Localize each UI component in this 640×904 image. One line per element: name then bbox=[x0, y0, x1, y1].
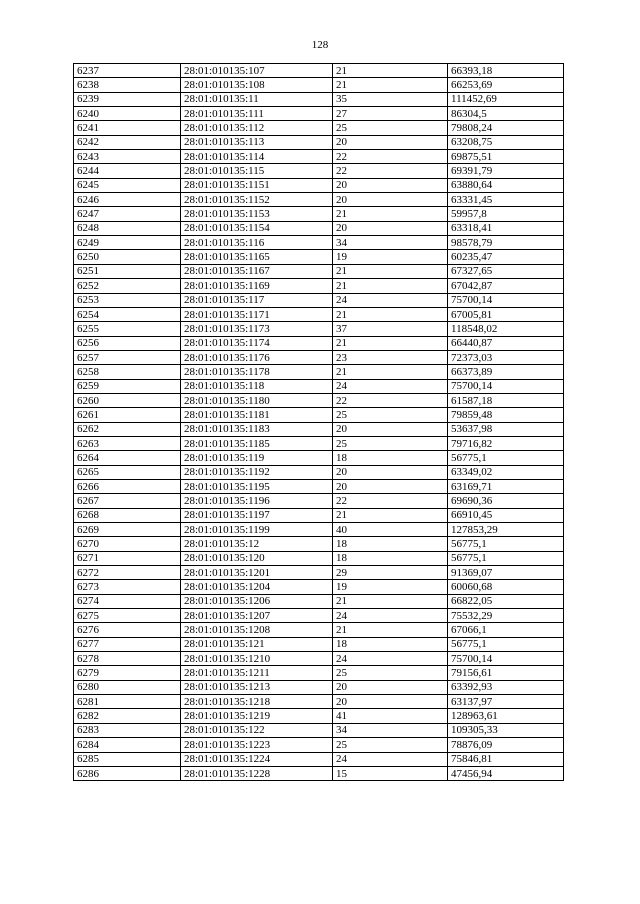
row-number-cell: 6247 bbox=[74, 207, 181, 221]
table-row bbox=[74, 709, 564, 723]
cadastral-number-cell: 28:01:010135:1176 bbox=[181, 350, 333, 364]
area-cell: 24 bbox=[333, 293, 448, 307]
row-number-cell: 6285 bbox=[74, 752, 181, 766]
area-cell: 19 bbox=[333, 580, 448, 594]
cadastral-number-cell: 28:01:010135:122 bbox=[181, 723, 333, 737]
cadastral-number-cell: 28:01:010135:114 bbox=[181, 150, 333, 164]
table-row bbox=[74, 666, 564, 680]
area-cell: 20 bbox=[333, 193, 448, 207]
row-number-cell: 6243 bbox=[74, 150, 181, 164]
value-cell: 56775,1 bbox=[448, 551, 564, 565]
table-row bbox=[74, 336, 564, 350]
area-cell: 24 bbox=[333, 379, 448, 393]
area-cell: 24 bbox=[333, 609, 448, 623]
value-cell: 111452,69 bbox=[448, 92, 564, 106]
cadastral-number-cell: 28:01:010135:107 bbox=[181, 64, 333, 78]
value-cell: 66440,87 bbox=[448, 336, 564, 350]
table-row bbox=[74, 322, 564, 336]
value-cell: 128963,61 bbox=[448, 709, 564, 723]
cadastral-number-cell: 28:01:010135:1228 bbox=[181, 766, 333, 780]
table-row bbox=[74, 436, 564, 450]
area-cell: 21 bbox=[333, 279, 448, 293]
value-cell: 91369,07 bbox=[448, 566, 564, 580]
table-row bbox=[74, 379, 564, 393]
value-cell: 127853,29 bbox=[448, 523, 564, 537]
value-cell: 56775,1 bbox=[448, 537, 564, 551]
table-row bbox=[74, 537, 564, 551]
value-cell: 69690,36 bbox=[448, 494, 564, 508]
row-number-cell: 6255 bbox=[74, 322, 181, 336]
row-number-cell: 6274 bbox=[74, 594, 181, 608]
table-row bbox=[74, 623, 564, 637]
row-number-cell: 6256 bbox=[74, 336, 181, 350]
value-cell: 69391,79 bbox=[448, 164, 564, 178]
cadastral-number-cell: 28:01:010135:1165 bbox=[181, 250, 333, 264]
cadastral-number-cell: 28:01:010135:1195 bbox=[181, 479, 333, 493]
cadastral-number-cell: 28:01:010135:1208 bbox=[181, 623, 333, 637]
row-number-cell: 6253 bbox=[74, 293, 181, 307]
table-body bbox=[74, 64, 564, 781]
table-row bbox=[74, 695, 564, 709]
area-cell: 20 bbox=[333, 221, 448, 235]
value-cell: 63880,64 bbox=[448, 178, 564, 192]
area-cell: 18 bbox=[333, 637, 448, 651]
table-row bbox=[74, 178, 564, 192]
area-cell: 19 bbox=[333, 250, 448, 264]
value-cell: 66373,89 bbox=[448, 365, 564, 379]
value-cell: 56775,1 bbox=[448, 637, 564, 651]
area-cell: 20 bbox=[333, 178, 448, 192]
row-number-cell: 6259 bbox=[74, 379, 181, 393]
value-cell: 67042,87 bbox=[448, 279, 564, 293]
area-cell: 22 bbox=[333, 150, 448, 164]
row-number-cell: 6257 bbox=[74, 350, 181, 364]
cadastral-number-cell: 28:01:010135:1171 bbox=[181, 307, 333, 321]
table-row bbox=[74, 207, 564, 221]
cadastral-number-cell: 28:01:010135:1174 bbox=[181, 336, 333, 350]
value-cell: 67005,81 bbox=[448, 307, 564, 321]
area-cell: 20 bbox=[333, 479, 448, 493]
value-cell: 66822,05 bbox=[448, 594, 564, 608]
area-cell: 21 bbox=[333, 623, 448, 637]
row-number-cell: 6267 bbox=[74, 494, 181, 508]
row-number-cell: 6238 bbox=[74, 78, 181, 92]
cadastral-number-cell: 28:01:010135:115 bbox=[181, 164, 333, 178]
row-number-cell: 6258 bbox=[74, 365, 181, 379]
cadastral-number-cell: 28:01:010135:1224 bbox=[181, 752, 333, 766]
value-cell: 66393,18 bbox=[448, 64, 564, 78]
value-cell: 53637,98 bbox=[448, 422, 564, 436]
row-number-cell: 6241 bbox=[74, 121, 181, 135]
value-cell: 75846,81 bbox=[448, 752, 564, 766]
row-number-cell: 6239 bbox=[74, 92, 181, 106]
value-cell: 63349,02 bbox=[448, 465, 564, 479]
cadastral-number-cell: 28:01:010135:1196 bbox=[181, 494, 333, 508]
cadastral-number-cell: 28:01:010135:112 bbox=[181, 121, 333, 135]
value-cell: 75700,14 bbox=[448, 293, 564, 307]
value-cell: 61587,18 bbox=[448, 393, 564, 407]
cadastral-number-cell: 28:01:010135:1223 bbox=[181, 738, 333, 752]
cadastral-number-cell: 28:01:010135:108 bbox=[181, 78, 333, 92]
area-cell: 21 bbox=[333, 64, 448, 78]
row-number-cell: 6250 bbox=[74, 250, 181, 264]
cadastral-number-cell: 28:01:010135:117 bbox=[181, 293, 333, 307]
table-row bbox=[74, 422, 564, 436]
cadastral-number-cell: 28:01:010135:119 bbox=[181, 451, 333, 465]
table-row bbox=[74, 121, 564, 135]
table-row bbox=[74, 350, 564, 364]
value-cell: 79156,61 bbox=[448, 666, 564, 680]
value-cell: 59957,8 bbox=[448, 207, 564, 221]
cadastral-number-cell: 28:01:010135:120 bbox=[181, 551, 333, 565]
row-number-cell: 6280 bbox=[74, 680, 181, 694]
table-row bbox=[74, 551, 564, 565]
cadastral-number-cell: 28:01:010135:1219 bbox=[181, 709, 333, 723]
table-row bbox=[74, 78, 564, 92]
area-cell: 25 bbox=[333, 666, 448, 680]
area-cell: 21 bbox=[333, 207, 448, 221]
table-row bbox=[74, 135, 564, 149]
row-number-cell: 6262 bbox=[74, 422, 181, 436]
cadastral-number-cell: 28:01:010135:1153 bbox=[181, 207, 333, 221]
row-number-cell: 6240 bbox=[74, 107, 181, 121]
area-cell: 20 bbox=[333, 465, 448, 479]
value-cell: 75700,14 bbox=[448, 652, 564, 666]
value-cell: 109305,33 bbox=[448, 723, 564, 737]
row-number-cell: 6273 bbox=[74, 580, 181, 594]
table-row bbox=[74, 365, 564, 379]
value-cell: 69875,51 bbox=[448, 150, 564, 164]
row-number-cell: 6265 bbox=[74, 465, 181, 479]
value-cell: 66910,45 bbox=[448, 508, 564, 522]
area-cell: 37 bbox=[333, 322, 448, 336]
row-number-cell: 6246 bbox=[74, 193, 181, 207]
cadastral-number-cell: 28:01:010135:121 bbox=[181, 637, 333, 651]
table-row bbox=[74, 250, 564, 264]
cadastral-number-cell: 28:01:010135:1204 bbox=[181, 580, 333, 594]
cadastral-number-cell: 28:01:010135:118 bbox=[181, 379, 333, 393]
area-cell: 21 bbox=[333, 508, 448, 522]
area-cell: 18 bbox=[333, 537, 448, 551]
row-number-cell: 6272 bbox=[74, 566, 181, 580]
row-number-cell: 6251 bbox=[74, 264, 181, 278]
row-number-cell: 6277 bbox=[74, 637, 181, 651]
area-cell: 22 bbox=[333, 393, 448, 407]
table-row bbox=[74, 738, 564, 752]
area-cell: 35 bbox=[333, 92, 448, 106]
value-cell: 47456,94 bbox=[448, 766, 564, 780]
value-cell: 98578,79 bbox=[448, 236, 564, 250]
row-number-cell: 6283 bbox=[74, 723, 181, 737]
page-number: 128 bbox=[311, 39, 329, 51]
value-cell: 66253,69 bbox=[448, 78, 564, 92]
cadastral-number-cell: 28:01:010135:113 bbox=[181, 135, 333, 149]
table-row bbox=[74, 494, 564, 508]
table-row bbox=[74, 609, 564, 623]
row-number-cell: 6263 bbox=[74, 436, 181, 450]
cadastral-number-cell: 28:01:010135:1181 bbox=[181, 408, 333, 422]
row-number-cell: 6284 bbox=[74, 738, 181, 752]
row-number-cell: 6282 bbox=[74, 709, 181, 723]
cadastral-number-cell: 28:01:010135:1218 bbox=[181, 695, 333, 709]
area-cell: 34 bbox=[333, 723, 448, 737]
value-cell: 78876,09 bbox=[448, 738, 564, 752]
cadastral-number-cell: 28:01:010135:1210 bbox=[181, 652, 333, 666]
row-number-cell: 6245 bbox=[74, 178, 181, 192]
value-cell: 60235,47 bbox=[448, 250, 564, 264]
area-cell: 25 bbox=[333, 738, 448, 752]
table-row bbox=[74, 92, 564, 106]
cadastral-number-cell: 28:01:010135:1180 bbox=[181, 393, 333, 407]
area-cell: 20 bbox=[333, 695, 448, 709]
area-cell: 21 bbox=[333, 594, 448, 608]
area-cell: 20 bbox=[333, 680, 448, 694]
value-cell: 75700,14 bbox=[448, 379, 564, 393]
table-row bbox=[74, 279, 564, 293]
value-cell: 72373,03 bbox=[448, 350, 564, 364]
value-cell: 63208,75 bbox=[448, 135, 564, 149]
row-number-cell: 6261 bbox=[74, 408, 181, 422]
table-row bbox=[74, 293, 564, 307]
cadastral-number-cell: 28:01:010135:116 bbox=[181, 236, 333, 250]
table-row bbox=[74, 221, 564, 235]
cadastral-number-cell: 28:01:010135:12 bbox=[181, 537, 333, 551]
value-cell: 56775,1 bbox=[448, 451, 564, 465]
area-cell: 21 bbox=[333, 78, 448, 92]
cadastral-number-cell: 28:01:010135:1197 bbox=[181, 508, 333, 522]
area-cell: 24 bbox=[333, 752, 448, 766]
table-row bbox=[74, 465, 564, 479]
value-cell: 86304,5 bbox=[448, 107, 564, 121]
table-row bbox=[74, 652, 564, 666]
value-cell: 67066,1 bbox=[448, 623, 564, 637]
value-cell: 79859,48 bbox=[448, 408, 564, 422]
table-row bbox=[74, 723, 564, 737]
cadastral-number-cell: 28:01:010135:1178 bbox=[181, 365, 333, 379]
cadastral-number-cell: 28:01:010135:1167 bbox=[181, 264, 333, 278]
table-row bbox=[74, 523, 564, 537]
area-cell: 25 bbox=[333, 408, 448, 422]
table-row bbox=[74, 566, 564, 580]
table-row bbox=[74, 451, 564, 465]
area-cell: 20 bbox=[333, 422, 448, 436]
row-number-cell: 6268 bbox=[74, 508, 181, 522]
row-number-cell: 6286 bbox=[74, 766, 181, 780]
row-number-cell: 6237 bbox=[74, 64, 181, 78]
row-number-cell: 6270 bbox=[74, 537, 181, 551]
table-row bbox=[74, 508, 564, 522]
area-cell: 21 bbox=[333, 336, 448, 350]
area-cell: 18 bbox=[333, 451, 448, 465]
area-cell: 41 bbox=[333, 709, 448, 723]
area-cell: 27 bbox=[333, 107, 448, 121]
data-table bbox=[73, 63, 564, 781]
area-cell: 18 bbox=[333, 551, 448, 565]
row-number-cell: 6269 bbox=[74, 523, 181, 537]
cadastral-number-cell: 28:01:010135:1199 bbox=[181, 523, 333, 537]
value-cell: 118548,02 bbox=[448, 322, 564, 336]
cadastral-number-cell: 28:01:010135:1173 bbox=[181, 322, 333, 336]
table-row bbox=[74, 264, 564, 278]
area-cell: 34 bbox=[333, 236, 448, 250]
table-row bbox=[74, 580, 564, 594]
cadastral-number-cell: 28:01:010135:1185 bbox=[181, 436, 333, 450]
cadastral-number-cell: 28:01:010135:1211 bbox=[181, 666, 333, 680]
table-row bbox=[74, 637, 564, 651]
table-row bbox=[74, 307, 564, 321]
value-cell: 63318,41 bbox=[448, 221, 564, 235]
row-number-cell: 6244 bbox=[74, 164, 181, 178]
table-row bbox=[74, 164, 564, 178]
value-cell: 60060,68 bbox=[448, 580, 564, 594]
row-number-cell: 6248 bbox=[74, 221, 181, 235]
area-cell: 22 bbox=[333, 164, 448, 178]
area-cell: 21 bbox=[333, 264, 448, 278]
cadastral-number-cell: 28:01:010135:1183 bbox=[181, 422, 333, 436]
value-cell: 63392,93 bbox=[448, 680, 564, 694]
area-cell: 21 bbox=[333, 365, 448, 379]
cadastral-number-cell: 28:01:010135:1213 bbox=[181, 680, 333, 694]
value-cell: 63331,45 bbox=[448, 193, 564, 207]
area-cell: 29 bbox=[333, 566, 448, 580]
table-row bbox=[74, 193, 564, 207]
row-number-cell: 6275 bbox=[74, 609, 181, 623]
value-cell: 63137,97 bbox=[448, 695, 564, 709]
value-cell: 79716,82 bbox=[448, 436, 564, 450]
row-number-cell: 6278 bbox=[74, 652, 181, 666]
cadastral-number-cell: 28:01:010135:111 bbox=[181, 107, 333, 121]
row-number-cell: 6266 bbox=[74, 479, 181, 493]
row-number-cell: 6249 bbox=[74, 236, 181, 250]
area-cell: 25 bbox=[333, 121, 448, 135]
value-cell: 63169,71 bbox=[448, 479, 564, 493]
value-cell: 67327,65 bbox=[448, 264, 564, 278]
cadastral-number-cell: 28:01:010135:1207 bbox=[181, 609, 333, 623]
row-number-cell: 6252 bbox=[74, 279, 181, 293]
cadastral-number-cell: 28:01:010135:1152 bbox=[181, 193, 333, 207]
row-number-cell: 6260 bbox=[74, 393, 181, 407]
area-cell: 40 bbox=[333, 523, 448, 537]
table-row bbox=[74, 479, 564, 493]
area-cell: 20 bbox=[333, 135, 448, 149]
row-number-cell: 6254 bbox=[74, 307, 181, 321]
row-number-cell: 6281 bbox=[74, 695, 181, 709]
value-cell: 79808,24 bbox=[448, 121, 564, 135]
cadastral-number-cell: 28:01:010135:1154 bbox=[181, 221, 333, 235]
table-row bbox=[74, 150, 564, 164]
table-row bbox=[74, 766, 564, 780]
row-number-cell: 6264 bbox=[74, 451, 181, 465]
row-number-cell: 6276 bbox=[74, 623, 181, 637]
table-row bbox=[74, 752, 564, 766]
table-row bbox=[74, 64, 564, 78]
table-row bbox=[74, 393, 564, 407]
table-row bbox=[74, 680, 564, 694]
cadastral-number-cell: 28:01:010135:1206 bbox=[181, 594, 333, 608]
table-row bbox=[74, 107, 564, 121]
table-row bbox=[74, 408, 564, 422]
table-row bbox=[74, 236, 564, 250]
area-cell: 25 bbox=[333, 436, 448, 450]
cadastral-number-cell: 28:01:010135:1201 bbox=[181, 566, 333, 580]
area-cell: 21 bbox=[333, 307, 448, 321]
row-number-cell: 6271 bbox=[74, 551, 181, 565]
cadastral-number-cell: 28:01:010135:1169 bbox=[181, 279, 333, 293]
area-cell: 22 bbox=[333, 494, 448, 508]
area-cell: 23 bbox=[333, 350, 448, 364]
cadastral-number-cell: 28:01:010135:11 bbox=[181, 92, 333, 106]
table-row bbox=[74, 594, 564, 608]
value-cell: 75532,29 bbox=[448, 609, 564, 623]
cadastral-number-cell: 28:01:010135:1192 bbox=[181, 465, 333, 479]
row-number-cell: 6242 bbox=[74, 135, 181, 149]
row-number-cell: 6279 bbox=[74, 666, 181, 680]
cadastral-number-cell: 28:01:010135:1151 bbox=[181, 178, 333, 192]
area-cell: 15 bbox=[333, 766, 448, 780]
area-cell: 24 bbox=[333, 652, 448, 666]
